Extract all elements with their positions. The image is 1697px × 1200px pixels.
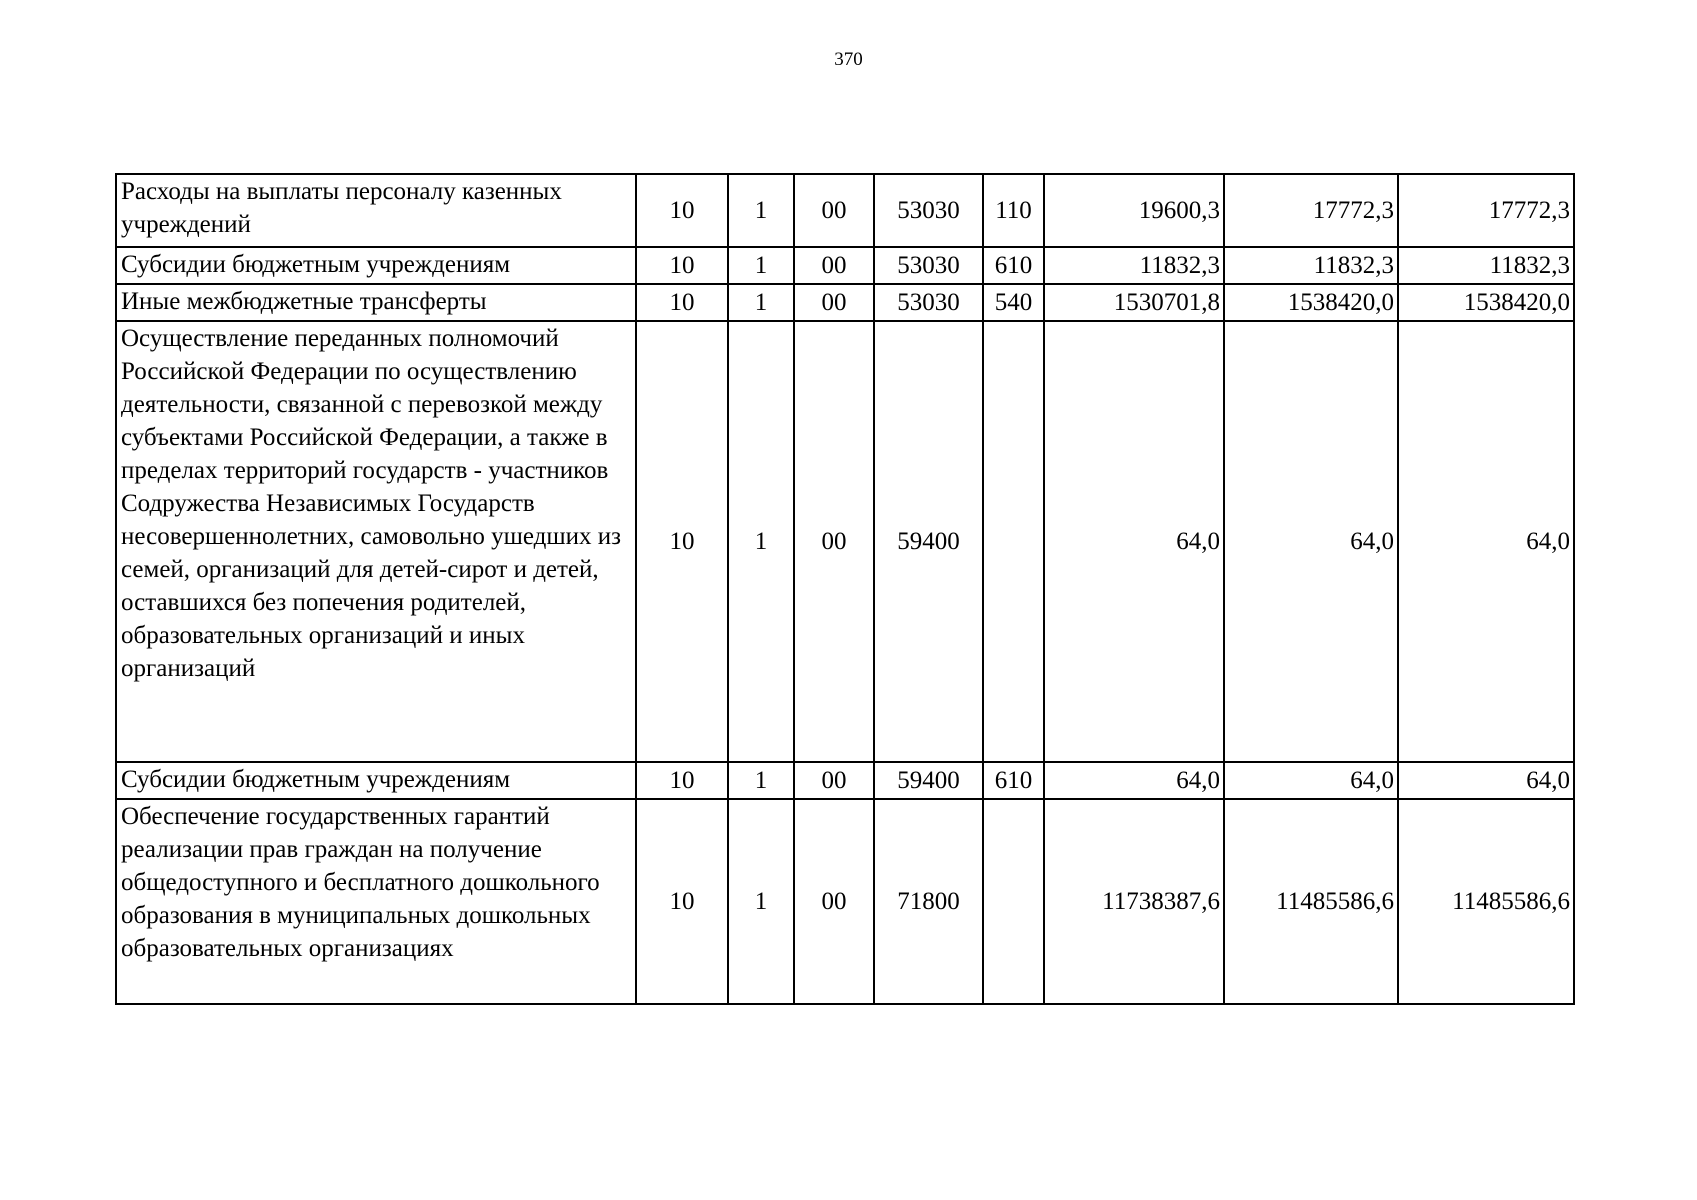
table-row (116, 174, 1574, 247)
code-cell: 1 (728, 799, 794, 1004)
code-cell: 610 (983, 762, 1044, 799)
code-cell: 1 (728, 247, 794, 284)
row-name: Расходы на выплаты персоналу казенных учреждений (116, 174, 636, 247)
value-cell: 64,0 (1224, 321, 1398, 762)
code-cell: 110 (983, 174, 1044, 247)
code-cell: 10 (636, 174, 728, 247)
code-cell: 610 (983, 247, 1044, 284)
value-cell: 17772,3 (1398, 174, 1574, 247)
value-cell: 64,0 (1044, 762, 1224, 799)
code-cell: 1 (728, 321, 794, 762)
code-cell: 1 (728, 174, 794, 247)
value-cell: 1530701,8 (1044, 284, 1224, 321)
code-cell: 540 (983, 284, 1044, 321)
row-name: Субсидии бюджетным учреждениям (116, 762, 636, 799)
code-cell: 10 (636, 284, 728, 321)
value-cell: 11485586,6 (1224, 799, 1398, 1004)
value-cell: 64,0 (1398, 321, 1574, 762)
value-cell: 11832,3 (1398, 247, 1574, 284)
budget-table (115, 173, 1575, 1005)
code-cell: 59400 (874, 762, 983, 799)
code-cell: 10 (636, 762, 728, 799)
code-cell: 00 (794, 174, 874, 247)
code-cell (983, 321, 1044, 762)
code-cell: 00 (794, 321, 874, 762)
value-cell: 11832,3 (1044, 247, 1224, 284)
page-number: 370 (834, 49, 863, 70)
value-cell: 1538420,0 (1398, 284, 1574, 321)
value-cell: 64,0 (1044, 321, 1224, 762)
table-row (116, 284, 1574, 321)
code-cell: 10 (636, 321, 728, 762)
code-cell: 00 (794, 799, 874, 1004)
row-name: Иные межбюджетные трансферты (116, 284, 636, 321)
value-cell: 64,0 (1224, 762, 1398, 799)
code-cell (983, 799, 1044, 1004)
code-cell: 10 (636, 799, 728, 1004)
value-cell: 11485586,6 (1398, 799, 1574, 1004)
code-cell: 59400 (874, 321, 983, 762)
value-cell: 11738387,6 (1044, 799, 1224, 1004)
code-cell: 53030 (874, 284, 983, 321)
code-cell: 00 (794, 284, 874, 321)
row-name: Субсидии бюджетным учреждениям (116, 247, 636, 284)
value-cell: 1538420,0 (1224, 284, 1398, 321)
code-cell: 1 (728, 762, 794, 799)
code-cell: 53030 (874, 247, 983, 284)
code-cell: 71800 (874, 799, 983, 1004)
table-row (116, 762, 1574, 799)
value-cell: 17772,3 (1224, 174, 1398, 247)
code-cell: 00 (794, 762, 874, 799)
value-cell: 11832,3 (1224, 247, 1398, 284)
value-cell: 64,0 (1398, 762, 1574, 799)
value-cell: 19600,3 (1044, 174, 1224, 247)
row-name: Осуществление переданных полномочий Российской Федерации по осуществлению деятельности, связанной с перевозкой между субъектами Российской Федерации, а также в пределах территорий государств - участников Содружества Независимых Государств несовершеннолетних, самовольно ушедших из семей, организаций для детей-сирот и детей, оставшихся без попечения родителей, образовательных организаций и иных организаций (116, 321, 636, 762)
code-cell: 53030 (874, 174, 983, 247)
table-row (116, 799, 1574, 1004)
table-row (116, 321, 1574, 762)
code-cell: 00 (794, 247, 874, 284)
code-cell: 10 (636, 247, 728, 284)
code-cell: 1 (728, 284, 794, 321)
table-row (116, 247, 1574, 284)
row-name: Обеспечение государственных гарантий реализации прав граждан на получение общедоступного и бесплатного дошкольного образования в муниципальных дошкольных образовательных организациях (116, 799, 636, 1004)
